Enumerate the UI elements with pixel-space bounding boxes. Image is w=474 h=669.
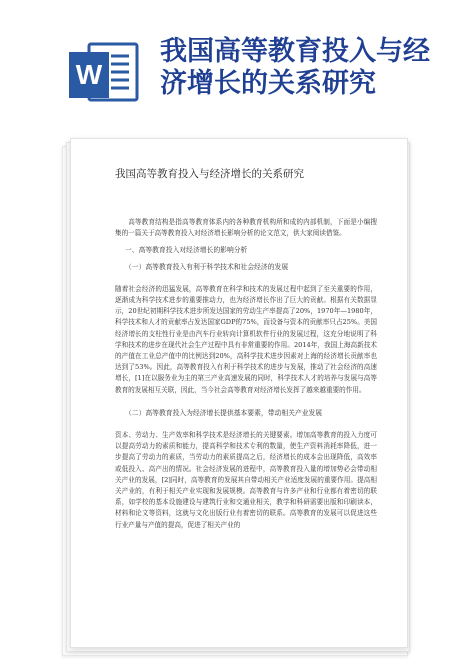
document-page bbox=[70, 138, 408, 648]
banner-title-line-2: 济增长的关系研究 bbox=[160, 68, 376, 99]
subsection-heading: （一）高等教育投入有利于科学技术和社会经济的发展 bbox=[125, 262, 289, 271]
word-document-icon bbox=[67, 42, 147, 108]
intro-paragraph: 高等教育结构是指高等教育体系内的各种教育机构所和成的内部机制，下面是小编搜集的一篇关于高等教育投入对经济增长影响分析的论文范文，供大家阅读借鉴。 bbox=[115, 218, 377, 238]
body-paragraph: 随着社会经济的迅猛发展，高等教育在科学和技术的发展过程中起到了至关重要的作用，逐渐成为科学技术进步的重要推动力，也为经济增长作出了巨大的贡献。根据有关数据显示，20世纪初期科学技术进步所发达国家的劳动生产率提高了20%，1970年—1980年，科学技术和人才的贡献率占发达国家GDP的75%，而设备与资本的贡献率只占25%。美国经济增长的支柱性行业是由汽车行业转向计算机软件行业的发展过程，这充分地说明了科学和技术的进步在现代社会生产过程中具有非常重要的作用。2014年，我国上海高新技术的产值在工业总产值中的比例达到20%，高科学技术进步因素对上海的经济增长贡献率也达到了53%。因此，高等教育投入有利于科学技术的进步与发展，推动了社会经济的高速增长，[1]在以服务业为主的第三产业高速发展的同时，科学技术人才的培养与发展与高等教育的发展相互关联，因此，当今社会高等教育对经济增长发挥了越来越重要的作用。 bbox=[115, 284, 377, 394]
banner bbox=[0, 0, 474, 125]
svg-text:W: W bbox=[75, 59, 103, 90]
document-body bbox=[115, 217, 377, 537]
banner-title bbox=[160, 36, 460, 100]
banner-title-line-1: 我国高等教育投入与经 bbox=[160, 36, 430, 67]
subsection-heading: （二）高等教育投入为经济增长提供基本要素，带动相关产业发展 bbox=[125, 408, 323, 417]
body-paragraph: 资本、劳动力、生产效率和科学技术是经济增长的关键要素。增加高等教育的投入力度可以提高劳动力的素质和能力，提高科学和技术专利的数量，使生产资料消耗率降低，进一步提高了劳动力的素质，当劳动力的素质提高之后，经济增长的成本会出现降低，高效率或低投入、高产出的情况。社会经济发展的进程中，高等教育投入量的增加势必会带动相关产业的发展，[2]同时，高等教育的发展其自带动相关产业适度发展的重要作用。提高相关产业的，有利于相关产业实现和发展规模。高等教育与许多产业和行业都有着密切的联系，如学校的基本设施建设与建筑行业和交通业相关，教学和科研需要出版和印刷读本，材料和论文等资料，这就与文化出版行业有着密切的联系。高等教育的发展可以促进这些行业产量与产值的提高，促进了相关产业的 bbox=[115, 431, 377, 529]
section-heading: 一、高等教育投入对经济增长的影响分析 bbox=[125, 246, 248, 255]
document-title: 我国高等教育投入与经济增长的关系研究 bbox=[115, 168, 304, 180]
